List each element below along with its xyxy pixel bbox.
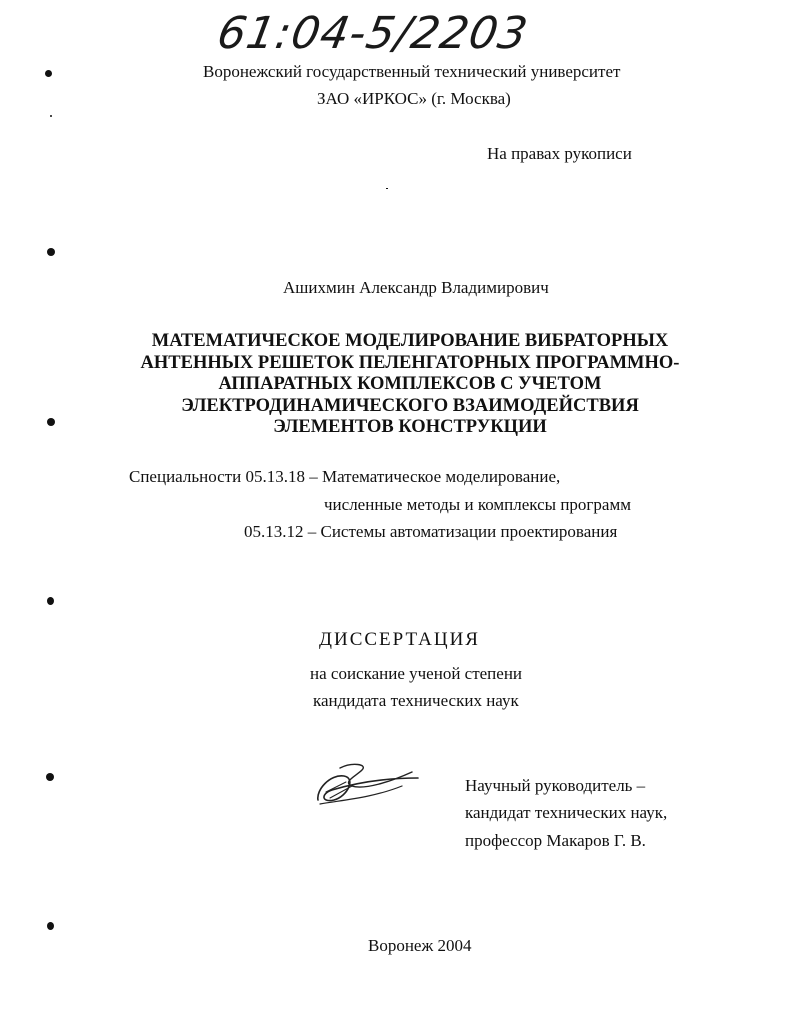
supervisor-line-2: кандидат технических наук, [465,803,668,822]
dissertation-title [140,331,680,439]
supervisor-line-1: Научный руководитель – [465,776,646,795]
dissertation-heading: ДИССЕРТАЦИЯ [319,629,480,650]
title-line: ЭЛЕКТРОДИНАМИЧЕСКОГО ВЗАИМОДЕЙСТВИЯ [181,395,639,416]
title-line: МАТЕМАТИЧЕСКОЕ МОДЕЛИРОВАНИЕ ВИБРАТОРНЫХ [151,331,669,351]
signature [312,760,427,810]
specialty-line-1: Специальности 05.13.18 – Математическое моделирование, [129,467,561,486]
archive-number: 61:04-5/2203 [213,8,532,59]
author-name: Ашихмин Александр Владимирович [283,278,549,297]
university-name: Воронежский государственный технический университет [203,62,621,81]
manuscript-note: На правах рукописи [487,144,632,163]
specialty-line-3: 05.13.12 – Системы автоматизации проектирования [244,522,618,541]
degree-line-1: на соискание ученой степени [310,664,523,683]
supervisor-line-3: профессор Макаров Г. В. [465,831,646,850]
scan-speck [386,188,388,189]
binding-mark [50,115,52,117]
title-line: ЭЛЕМЕНТОВ КОНСТРУКЦИИ [273,417,547,437]
binding-mark [46,773,54,781]
company-name: ЗАО «ИРКОС» (г. Москва) [317,89,511,108]
binding-mark [45,70,52,77]
binding-mark [47,248,55,256]
specialty-line-2: численные методы и комплексы программ [324,495,631,514]
title-line: АНТЕННЫХ РЕШЕТОК ПЕЛЕНГАТОРНЫХ ПРОГРАММНО- [140,352,680,373]
binding-mark [47,418,55,426]
title-line: АППАРАТНЫХ КОМПЛЕКСОВ С УЧЕТОМ [218,374,602,394]
binding-mark [47,922,54,930]
degree-line-2: кандидата технических наук [313,691,519,710]
binding-mark [47,597,54,605]
city-year: Воронеж 2004 [368,936,472,955]
